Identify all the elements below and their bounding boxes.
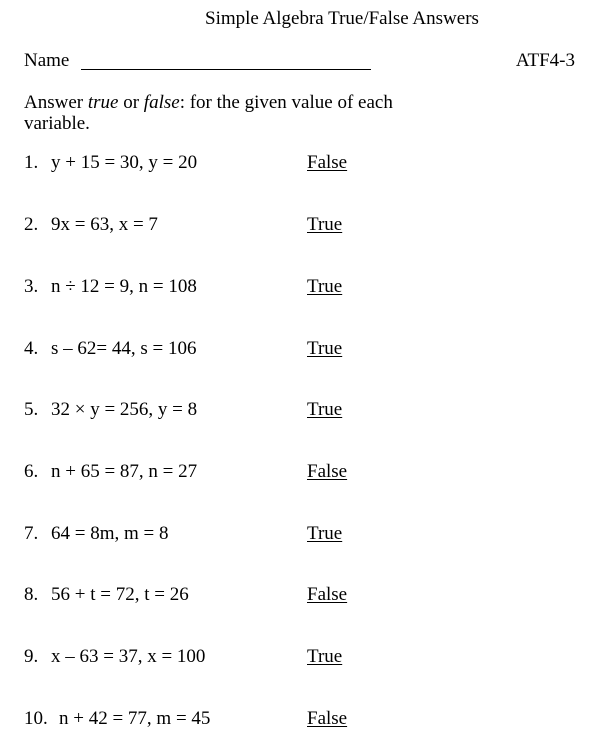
- problem-number: 2.: [24, 214, 39, 235]
- problem-equation: y + 15 = 30, y = 20: [51, 152, 198, 173]
- problem-equation: n + 65 = 87, n = 27: [51, 461, 198, 482]
- problem-answer: True: [307, 646, 343, 667]
- problem-answer: True: [307, 338, 343, 359]
- instructions: [24, 92, 444, 134]
- instructions-false-word: false: [143, 92, 180, 113]
- problem-equation: 64 = 8m, m = 8: [51, 523, 169, 544]
- problem-item: [24, 338, 584, 362]
- problem-item: [24, 461, 584, 485]
- problem-equation: n ÷ 12 = 9, n = 108: [51, 276, 197, 297]
- instructions-true-word: true: [87, 92, 119, 113]
- instructions-middle: or: [118, 92, 144, 113]
- problem-item: [24, 399, 584, 423]
- name-row: [24, 50, 575, 74]
- problem-number: 7.: [24, 523, 39, 544]
- problem-equation: 56 + t = 72, t = 26: [51, 584, 189, 605]
- problem-equation: s – 62= 44, s = 106: [51, 338, 197, 359]
- problem-item: [24, 708, 584, 732]
- worksheet-title: Simple Algebra True/False Answers: [205, 8, 479, 29]
- worksheet-code: ATF4-3: [515, 50, 575, 71]
- problem-item: [24, 584, 584, 608]
- problem-equation: x – 63 = 37, x = 100: [51, 646, 206, 667]
- problem-number: 10.: [24, 708, 48, 729]
- problem-equation: n + 42 = 77, m = 45: [59, 708, 211, 729]
- problem-answer: False: [307, 584, 348, 605]
- instructions-suffix: : for the given value of each variable.: [24, 92, 393, 134]
- problem-equation: 9x = 63, x = 7: [51, 214, 158, 235]
- name-label: Name: [24, 50, 70, 71]
- problem-number: 1.: [24, 152, 39, 173]
- problem-number: 3.: [24, 276, 39, 297]
- problem-item: [24, 152, 584, 176]
- problem-answer: True: [307, 399, 343, 420]
- problem-number: 5.: [24, 399, 39, 420]
- problem-answer: True: [307, 523, 343, 544]
- problem-number: 4.: [24, 338, 39, 359]
- problem-number: 9.: [24, 646, 39, 667]
- problem-answer: True: [307, 276, 343, 297]
- problem-answer: False: [307, 461, 348, 482]
- problem-equation: 32 × y = 256, y = 8: [51, 399, 198, 420]
- problem-item: [24, 523, 584, 547]
- instructions-prefix: Answer: [24, 92, 88, 113]
- name-blank-line: [81, 69, 371, 70]
- problem-item: [24, 276, 584, 300]
- problem-number: 6.: [24, 461, 39, 482]
- problem-answer: True: [307, 214, 343, 235]
- problem-answer: False: [307, 708, 348, 729]
- problem-item: [24, 646, 584, 670]
- problem-item: [24, 214, 584, 238]
- problem-answer: False: [307, 152, 348, 173]
- problem-number: 8.: [24, 584, 39, 605]
